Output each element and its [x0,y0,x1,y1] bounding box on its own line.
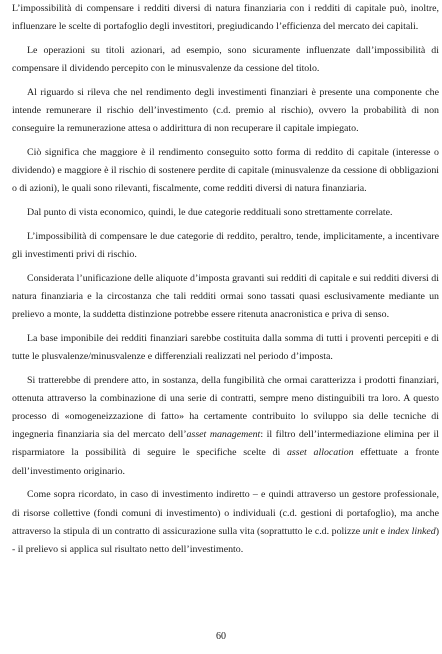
page-number: 60 [216,631,226,642]
italic-term: unit [362,525,379,537]
italic-term: asset management [186,429,261,441]
italic-term: asset allocation [286,447,354,459]
paragraph [12,486,439,559]
text-span: La base imponibile dei redditi finanziari sarebbe costituita dalla somma di tutti i proventi percepiti e di tutte le plusvalenze/minusvalenze e differenziali realizzati nel periodo d’imposta. [12,332,439,362]
text-span: Considerata l’unificazione delle aliquote d’imposta gravanti sui redditi di capitale e sui redditi diversi di natura finanziaria e la circostanza che tali redditi ormai sono tassati quasi esclusivamente mediante un prelievo a monte, la suddetta distinzione potrebbe essere ritenuta anacronistica e priva di senso. [12,272,439,321]
text-span: L’impossibilità di compensare le due categorie di reddito, peraltro, tende, implicitamente, a incentivare gli investimenti privi di rischio. [12,230,439,260]
paragraph [12,0,439,36]
paragraph [12,330,439,366]
italic-term: index linked [387,525,436,537]
text-span: effettuate a fronte dell’investimento originario. [12,447,440,477]
paragraph [12,372,439,481]
text-span: e [378,525,388,537]
paragraph [12,144,439,199]
paragraph [12,228,439,264]
text-span: Ciò significa che maggiore è il rendimento conseguito sotto forma di reddito di capitale (interesse o dividendo) e maggiore è il rischio di sostenere perdite di capitale (minusvalenze da cessione di obbligazioni o di azioni), le quali sono rilevanti, fiscalmente, come redditi diversi di natura finanziaria. [12,146,439,195]
text-span: Come sopra ricordato, in caso di investimento indiretto – e quindi attraverso un gestore professionale, di risorse collettive (fondi comuni di investimento) o individuali (c.d. gestioni di portafoglio), ma anche attraverso la stipula di un contratto di assicurazione sulla vita (soprattutto le c.d. polizze [12,489,439,537]
text-span: ) - il prelievo si applica sul risultato netto dell’investimento. [12,525,440,555]
paragraph [12,42,439,78]
text-span: Si tratterebbe di prendere atto, in sostanza, della fungibilità che ormai caratterizza i prodotti finanziari, ottenuta attraverso la combinazione di una serie di contratti, sempre meno distinguibili tra loro. A questo processo di «omogeneizzazione di fatto» ha certamente contribuito lo sviluppo sia delle tecniche di ingegneria finanziaria sia del mercato dell’ [12,374,439,441]
text-span: Le operazioni su titoli azionari, ad esempio, sono sicuramente influenzate dall’impossibilità di compensare il dividendo percepito con le minusvalenze da cessione del titolo. [12,44,439,75]
paragraph [12,270,439,325]
text-span: Dal punto di vista economico, quindi, le due categorie reddituali sono strettamente correlate. [27,207,393,219]
body-text [12,0,439,565]
text-span: : il filtro dell’intermediazione elimina per il risparmiatore la possibilità di seguire le specifiche scelte di [12,429,439,459]
text-span: Al riguardo si rileva che nel rendimento degli investimenti finanziari è presente una componente che intende remunerare il rischio dell’investimento (c.d. premio al rischio), ovvero la probabilità di non conseguire la remunerazione attesa o addirittura di non recuperare il capitale impiegato. [12,86,439,135]
text-span: L’impossibilità di compensare i redditi diversi di natura finanziaria con i redditi di capitale può, inoltre, influenzare le scelte di portafoglio degli investitori, pregiudicando l’efficienza del mercato dei capitali. [12,3,439,33]
paragraph [12,84,439,139]
paragraph [12,204,439,222]
